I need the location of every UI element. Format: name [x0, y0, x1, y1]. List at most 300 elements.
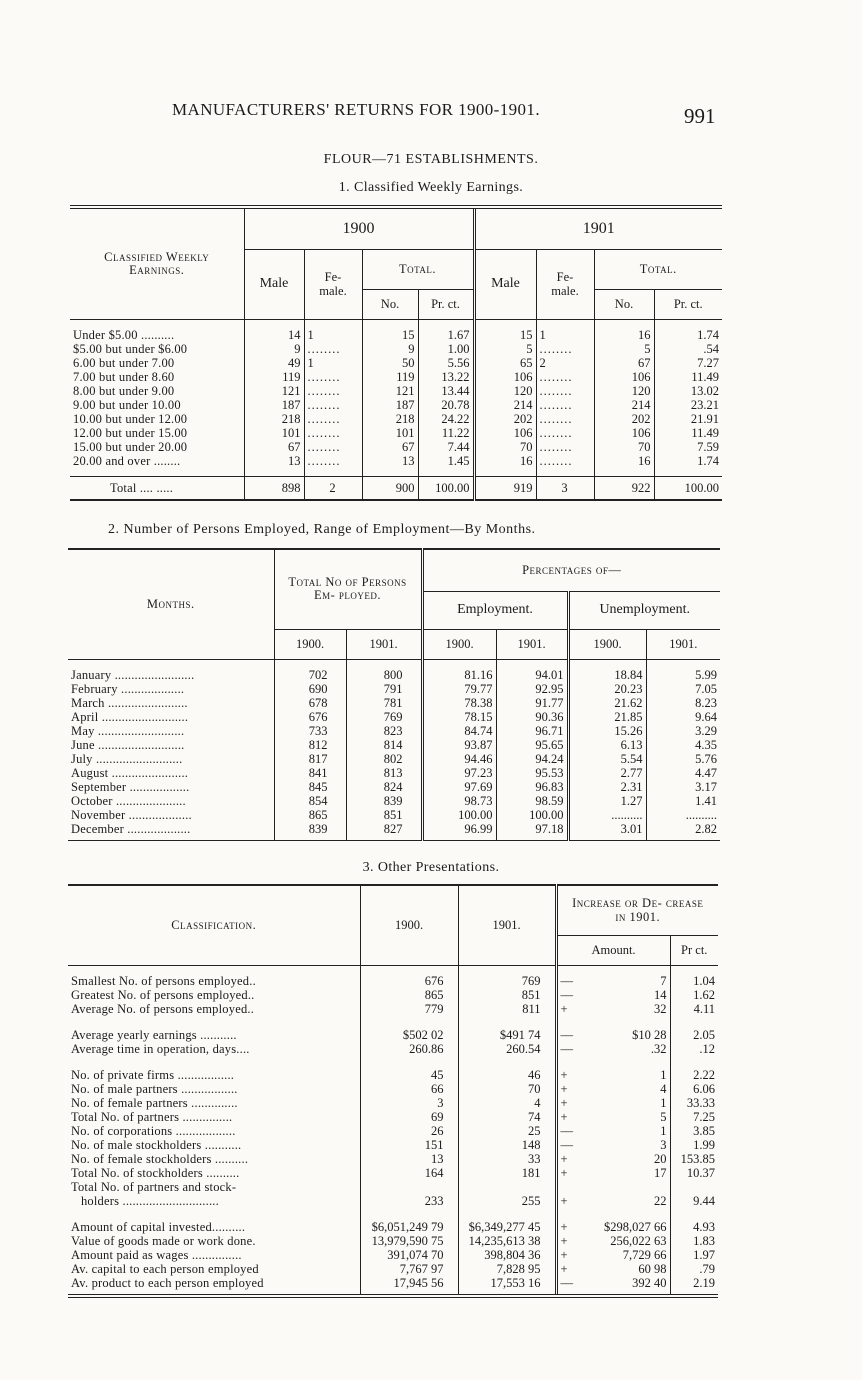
earnings-cell-n0: 121 — [362, 384, 418, 398]
classification-cell-amt: 1 — [576, 1068, 670, 1082]
earnings-row — [70, 384, 722, 398]
classification-cell-label: No. of female partners .............. — [68, 1096, 360, 1110]
classification-cell-s: — — [560, 973, 573, 988]
spacer-cell — [556, 1290, 576, 1296]
classification-cell-pct: 153.85 — [680, 1151, 715, 1166]
spacer-cell — [556, 1208, 576, 1220]
month-row — [68, 780, 720, 794]
earnings-cell-p0: 13.44 — [418, 384, 474, 398]
month-cell-d: 96.71 — [496, 724, 568, 738]
month-cell-a: 854 — [274, 794, 346, 808]
unemployment-header: Unemployment. — [568, 591, 720, 629]
classification-cell-a: 151 — [360, 1138, 458, 1152]
total-employed-header — [274, 549, 422, 629]
month-cell-c: 93.87 — [422, 738, 496, 752]
spacer-row — [68, 965, 718, 974]
classification-cell-label: No. of male stockholders ........... — [68, 1138, 360, 1152]
classification-cell-label: Greatest No. of persons employed.. — [68, 988, 360, 1002]
earnings-cell-p0: 5.56 — [418, 356, 474, 370]
earnings-cell-p0: 1.45 — [418, 454, 474, 468]
classification-cell-s: — — [560, 1027, 573, 1042]
earnings-cell-m1: 214 — [474, 398, 536, 412]
earnings-cell-label: 10.00 but under 12.00 — [70, 412, 244, 426]
month-cell-a: 733 — [274, 724, 346, 738]
classification-row — [68, 1110, 718, 1124]
classification-cell-pct: 9.44 — [693, 1193, 715, 1208]
month-cell-month: April .......................... — [68, 710, 274, 724]
earnings-cell-f0: ........ — [304, 440, 362, 454]
earnings-cell-p1: 23.21 — [690, 397, 719, 412]
total-employed-header-text: Total No of Persons Em- ployed. — [288, 575, 407, 603]
earnings-cell-f0: ........ — [304, 412, 362, 426]
month-cell-d: 96.83 — [496, 780, 568, 794]
month-cell-a: 690 — [274, 682, 346, 696]
earnings-cell-p1: .54 — [703, 341, 719, 356]
spacer-cell — [576, 965, 670, 974]
classification-cell-s: + — [560, 1219, 568, 1234]
earnings-total-p0: 100.00 — [418, 476, 474, 500]
spacer-cell — [670, 1056, 718, 1068]
month-cell-f: 3.17 — [695, 779, 717, 794]
spacer-cell — [68, 965, 360, 974]
month-cell-e: .......... — [568, 808, 646, 822]
classification-row — [68, 1028, 718, 1042]
classification-row — [68, 1002, 718, 1016]
classification-row — [68, 1042, 718, 1056]
earnings-cell-f1: ........ — [536, 370, 594, 384]
month-cell-d: 100.00 — [496, 808, 568, 822]
month-cell-c: 78.38 — [422, 696, 496, 710]
earnings-cell-n1: 202 — [594, 412, 654, 426]
spacer-cell — [274, 659, 346, 668]
classification-cell-b: 4 — [458, 1096, 556, 1110]
earnings-cell-p0: 7.44 — [418, 440, 474, 454]
classification-cell-s: — — [560, 1123, 573, 1138]
month-row — [68, 696, 720, 710]
spacer-cell — [360, 1056, 458, 1068]
month-cell-d: 98.59 — [496, 794, 568, 808]
classification-cell-amt: 60 98 — [576, 1262, 670, 1276]
earnings-cell-m1: 70 — [474, 440, 536, 454]
month-cell-b: 781 — [346, 696, 422, 710]
earnings-cell-f1: ........ — [536, 384, 594, 398]
earnings-cell-m0: 49 — [244, 356, 304, 370]
earnings-cell-p0: 11.22 — [418, 426, 474, 440]
month-cell-b: 824 — [346, 780, 422, 794]
classification-row — [68, 1276, 718, 1290]
classification-cell-label: Amount paid as wages ............... — [68, 1248, 360, 1262]
month-cell-c: 94.46 — [422, 752, 496, 766]
classification-cell-amt: $10 28 — [576, 1028, 670, 1042]
classification-cell-s: + — [560, 1165, 568, 1180]
earnings-cell-p1: 11.49 — [691, 425, 719, 440]
classification-cell-a: 17,945 56 — [360, 1276, 458, 1290]
spacer-cell — [556, 1056, 576, 1068]
classification-cell-a: 260.86 — [360, 1042, 458, 1056]
earnings-total-n0: 900 — [362, 476, 418, 500]
classification-cell-b: 7,828 95 — [458, 1262, 556, 1276]
table3-caption: 3. Other Presentations. — [362, 860, 500, 875]
classification-row — [68, 1234, 718, 1248]
month-cell-a: 865 — [274, 808, 346, 822]
classification-cell-label: No. of male partners ................. — [68, 1082, 360, 1096]
earnings-cell-n1: 70 — [594, 440, 654, 454]
t3-1900-header: 1900. — [360, 885, 458, 965]
female-header-1900 — [304, 249, 362, 319]
month-cell-f: 4.47 — [695, 765, 717, 780]
classification-cell-s: + — [560, 1247, 568, 1262]
classification-cell-b: 148 — [458, 1138, 556, 1152]
earnings-cell-m0: 121 — [244, 384, 304, 398]
classification-cell-b: $491 74 — [458, 1028, 556, 1042]
spacer-cell — [422, 659, 496, 668]
earnings-cell-p0: 13.22 — [418, 370, 474, 384]
month-cell-b: 851 — [346, 808, 422, 822]
earnings-row — [70, 356, 722, 370]
classification-cell-a: 233 — [360, 1194, 458, 1208]
month-cell-a: 678 — [274, 696, 346, 710]
classification-cell-label: holders ............................. — [68, 1194, 360, 1208]
earnings-cell-n0: 101 — [362, 426, 418, 440]
spacer-cell — [576, 1208, 670, 1220]
earnings-cell-label: 9.00 but under 10.00 — [70, 398, 244, 412]
spacer-cell — [556, 965, 576, 974]
month-row — [68, 710, 720, 724]
classification-cell-b: 25 — [458, 1124, 556, 1138]
classification-cell-pct — [670, 1180, 718, 1194]
spacer-cell — [360, 1016, 458, 1028]
document-title: FLOUR—71 ESTABLISHMENTS. — [323, 152, 539, 167]
earnings-row — [70, 454, 722, 468]
total-header-1900: Total. — [362, 249, 474, 289]
earnings-cell-f1: 1 — [536, 328, 594, 342]
total-1901-header: 1901. — [346, 629, 422, 659]
unemployment-1900-header: 1900. — [568, 629, 646, 659]
earnings-cell-n0: 15 — [362, 328, 418, 342]
classification-cell-label: Av. capital to each person employed — [68, 1262, 360, 1276]
month-cell-f: 8.23 — [695, 695, 717, 710]
earnings-row — [70, 370, 722, 384]
weekly-earnings-table — [70, 205, 722, 501]
earnings-cell-m1: 120 — [474, 384, 536, 398]
month-cell-c: 97.23 — [422, 766, 496, 780]
month-cell-month: October ..................... — [68, 794, 274, 808]
prct-header-1900: Pr. ct. — [418, 289, 474, 319]
classification-cell-pct: 6.06 — [693, 1081, 715, 1096]
earnings-cell-f1: ........ — [536, 440, 594, 454]
spacer-row — [70, 468, 722, 477]
earnings-cell-m0: 13 — [244, 454, 304, 468]
earnings-cell-label: 15.00 but under 20.00 — [70, 440, 244, 454]
classification-cell-a: $502 02 — [360, 1028, 458, 1042]
spacer-row — [68, 1016, 718, 1028]
classification-row — [68, 1068, 718, 1082]
classification-cell-b: 851 — [458, 988, 556, 1002]
month-cell-a: 845 — [274, 780, 346, 794]
month-cell-d: 97.18 — [496, 822, 568, 836]
month-cell-b: 791 — [346, 682, 422, 696]
classification-cell-a: 13,979,590 75 — [360, 1234, 458, 1248]
month-cell-b: 813 — [346, 766, 422, 780]
classification-cell-b — [458, 1180, 556, 1194]
month-cell-month: November ................... — [68, 808, 274, 822]
earnings-row — [70, 328, 722, 342]
classification-cell-pct: 1.97 — [693, 1247, 715, 1262]
classification-cell-s: + — [560, 1095, 568, 1110]
earnings-row — [70, 398, 722, 412]
earnings-cell-p1: 13.02 — [690, 383, 719, 398]
spacer-cell — [474, 319, 536, 328]
month-cell-f: 4.35 — [695, 737, 717, 752]
stub-header-text: Classified Weekly Earnings. — [104, 249, 210, 277]
spacer-row — [68, 836, 720, 841]
female-header-1901 — [536, 249, 594, 319]
earnings-cell-f1: ........ — [536, 342, 594, 356]
earnings-cell-n0: 119 — [362, 370, 418, 384]
earnings-cell-f0: ........ — [304, 370, 362, 384]
earnings-cell-n1: 5 — [594, 342, 654, 356]
classification-row — [68, 1152, 718, 1166]
spacer-cell — [304, 468, 362, 477]
earnings-cell-m0: 187 — [244, 398, 304, 412]
classification-cell-pct: 2.22 — [693, 1067, 715, 1082]
classification-cell-amt: 392 40 — [576, 1276, 670, 1290]
spacer-cell — [244, 468, 304, 477]
classification-cell-b: 811 — [458, 1002, 556, 1016]
month-cell-c: 79.77 — [422, 682, 496, 696]
month-cell-c: 98.73 — [422, 794, 496, 808]
classification-cell-amt: 32 — [576, 1002, 670, 1016]
classification-cell-pct: 4.93 — [693, 1219, 715, 1234]
spacer-cell — [536, 319, 594, 328]
month-cell-month: February ................... — [68, 682, 274, 696]
month-cell-f: .......... — [685, 807, 717, 822]
earnings-cell-n1: 16 — [594, 328, 654, 342]
earnings-cell-f0: ........ — [304, 454, 362, 468]
earnings-cell-m1: 15 — [474, 328, 536, 342]
spacer-cell — [474, 468, 536, 477]
classification-cell-pct: 33.33 — [686, 1095, 715, 1110]
classification-cell-s: — — [560, 987, 573, 1002]
classification-cell-amt: 7 — [576, 974, 670, 988]
spacer-cell — [458, 1056, 556, 1068]
month-cell-month: May .......................... — [68, 724, 274, 738]
month-cell-a: 676 — [274, 710, 346, 724]
earnings-cell-f1: ........ — [536, 412, 594, 426]
classification-cell-b: 46 — [458, 1068, 556, 1082]
classification-row — [68, 1096, 718, 1110]
months-header: Months. — [68, 549, 274, 659]
month-cell-month: September .................. — [68, 780, 274, 794]
earnings-cell-label: 12.00 but under 15.00 — [70, 426, 244, 440]
month-cell-f: 1.41 — [695, 793, 717, 808]
earnings-cell-p1: 7.59 — [697, 439, 719, 454]
employment-header: Employment. — [422, 591, 568, 629]
spacer-cell — [360, 965, 458, 974]
month-row — [68, 682, 720, 696]
total-1900-header: 1900. — [274, 629, 346, 659]
classification-cell-a: $6,051,249 79 — [360, 1220, 458, 1234]
classification-cell-pct: 4.11 — [693, 1001, 715, 1016]
spacer-cell — [360, 1208, 458, 1220]
earnings-cell-n0: 50 — [362, 356, 418, 370]
classification-cell-b: 255 — [458, 1194, 556, 1208]
month-cell-f: 5.76 — [695, 751, 717, 766]
stub-header — [70, 207, 244, 319]
month-cell-month: June .......................... — [68, 738, 274, 752]
t3-prct-header: Pr ct. — [670, 935, 718, 965]
classification-row — [68, 1194, 718, 1208]
classification-cell-label: Average No. of persons employed.. — [68, 1002, 360, 1016]
month-cell-e: 15.26 — [568, 724, 646, 738]
classification-cell-b: 74 — [458, 1110, 556, 1124]
month-cell-c: 84.74 — [422, 724, 496, 738]
classification-cell-b: 33 — [458, 1152, 556, 1166]
earnings-cell-m0: 9 — [244, 342, 304, 356]
classification-cell-label: Average time in operation, days.... — [68, 1042, 360, 1056]
month-cell-d: 95.53 — [496, 766, 568, 780]
earnings-cell-f0: ........ — [304, 384, 362, 398]
classification-cell-amt: $298,027 66 — [576, 1220, 670, 1234]
classification-cell-label: No. of corporations .................. — [68, 1124, 360, 1138]
earnings-cell-p1: 7.27 — [697, 355, 719, 370]
earnings-cell-n1: 120 — [594, 384, 654, 398]
earnings-cell-p0: 20.78 — [418, 398, 474, 412]
table1-caption: 1. Classified Weekly Earnings. — [338, 180, 524, 195]
spacer-cell — [670, 965, 718, 974]
month-cell-e: 3.01 — [568, 822, 646, 836]
spacer-cell — [576, 1016, 670, 1028]
earnings-cell-m1: 106 — [474, 426, 536, 440]
classification-row — [68, 974, 718, 988]
earnings-total-n1: 922 — [594, 476, 654, 500]
classification-cell-pct: 2.05 — [693, 1027, 715, 1042]
month-cell-c: 96.99 — [422, 822, 496, 836]
classification-cell-amt: 17 — [576, 1166, 670, 1180]
month-cell-b: 800 — [346, 668, 422, 682]
spacer-cell — [576, 1290, 670, 1296]
month-row — [68, 766, 720, 780]
page-number: 991 — [684, 104, 716, 128]
classification-cell-amt: 1 — [576, 1124, 670, 1138]
month-cell-a: 817 — [274, 752, 346, 766]
earnings-cell-label: 20.00 and over ........ — [70, 454, 244, 468]
spacer-cell — [458, 1016, 556, 1028]
month-cell-f: 3.29 — [695, 723, 717, 738]
male-header-1901: Male — [474, 249, 536, 319]
earnings-cell-label: 7.00 but under 8.60 — [70, 370, 244, 384]
classification-cell-s: + — [560, 1151, 568, 1166]
classification-cell-a: 391,074 70 — [360, 1248, 458, 1262]
classification-cell-amt: 20 — [576, 1152, 670, 1166]
month-cell-month: March ........................ — [68, 696, 274, 710]
employment-1900-header: 1900. — [422, 629, 496, 659]
month-cell-a: 839 — [274, 822, 346, 836]
spacer-cell — [654, 468, 722, 477]
earnings-cell-p1: 11.49 — [691, 369, 719, 384]
earnings-cell-p1: 21.91 — [690, 411, 719, 426]
earnings-row — [70, 440, 722, 454]
classification-cell-amt: 4 — [576, 1082, 670, 1096]
classification-cell-amt: 5 — [576, 1110, 670, 1124]
classification-row — [68, 1180, 718, 1194]
spacer-cell — [646, 836, 720, 841]
classification-cell-s: + — [560, 1067, 568, 1082]
month-cell-month: August ....................... — [68, 766, 274, 780]
classification-cell-b: 14,235,613 38 — [458, 1234, 556, 1248]
month-cell-b: 802 — [346, 752, 422, 766]
month-cell-f: 5.99 — [695, 667, 717, 682]
classification-cell-label: Value of goods made or work done. — [68, 1234, 360, 1248]
change-header-text: Increase or De- crease in 1901. — [572, 896, 704, 925]
month-cell-e: 5.54 — [568, 752, 646, 766]
month-cell-a: 702 — [274, 668, 346, 682]
spacer-cell — [360, 1290, 458, 1296]
earnings-cell-n1: 16 — [594, 454, 654, 468]
classification-row — [68, 1138, 718, 1152]
classification-cell-pct: 2.19 — [693, 1275, 715, 1290]
classification-cell-a: 865 — [360, 988, 458, 1002]
month-cell-e: 1.27 — [568, 794, 646, 808]
spacer-cell — [422, 836, 496, 841]
spacer-cell — [274, 836, 346, 841]
earnings-cell-f1: ........ — [536, 454, 594, 468]
classification-cell-s: + — [560, 1081, 568, 1096]
classification-cell-amt: .32 — [576, 1042, 670, 1056]
month-cell-c: 81.16 — [422, 668, 496, 682]
month-row — [68, 668, 720, 682]
classification-cell-a: 69 — [360, 1110, 458, 1124]
month-row — [68, 752, 720, 766]
earnings-cell-m1: 65 — [474, 356, 536, 370]
female-header-text-1900: Fe- male. — [319, 270, 347, 298]
spacer-cell — [362, 468, 418, 477]
t3-1901-header: 1901. — [458, 885, 556, 965]
earnings-cell-n0: 9 — [362, 342, 418, 356]
classification-cell-s: + — [560, 1001, 568, 1016]
spacer-cell — [68, 1016, 360, 1028]
month-cell-b: 827 — [346, 822, 422, 836]
total-header-1901: Total. — [594, 249, 722, 289]
spacer-cell — [346, 659, 422, 668]
spacer-cell — [670, 1290, 718, 1296]
earnings-total-f0: 2 — [304, 476, 362, 500]
spacer-row — [68, 1056, 718, 1068]
earnings-cell-m0: 67 — [244, 440, 304, 454]
classification-row — [68, 1166, 718, 1180]
classification-cell-a: 7,767 97 — [360, 1262, 458, 1276]
male-header-1900: Male — [244, 249, 304, 319]
earnings-cell-m0: 101 — [244, 426, 304, 440]
earnings-cell-f0: 1 — [304, 356, 362, 370]
earnings-cell-m1: 16 — [474, 454, 536, 468]
spacer-cell — [304, 319, 362, 328]
classification-cell-amt: 1 — [576, 1096, 670, 1110]
spacer-cell — [458, 965, 556, 974]
amount-header: Amount. — [556, 935, 670, 965]
classification-cell-s: + — [560, 1109, 568, 1124]
classification-cell-a: 164 — [360, 1166, 458, 1180]
earnings-row — [70, 342, 722, 356]
classification-cell-a: 45 — [360, 1068, 458, 1082]
month-cell-e: 18.84 — [568, 668, 646, 682]
earnings-cell-n0: 13 — [362, 454, 418, 468]
spacer-cell — [556, 1016, 576, 1028]
earnings-total-m0: 898 — [244, 476, 304, 500]
classification-cell-b: 398,804 36 — [458, 1248, 556, 1262]
change-header — [556, 885, 718, 935]
earnings-cell-n0: 187 — [362, 398, 418, 412]
